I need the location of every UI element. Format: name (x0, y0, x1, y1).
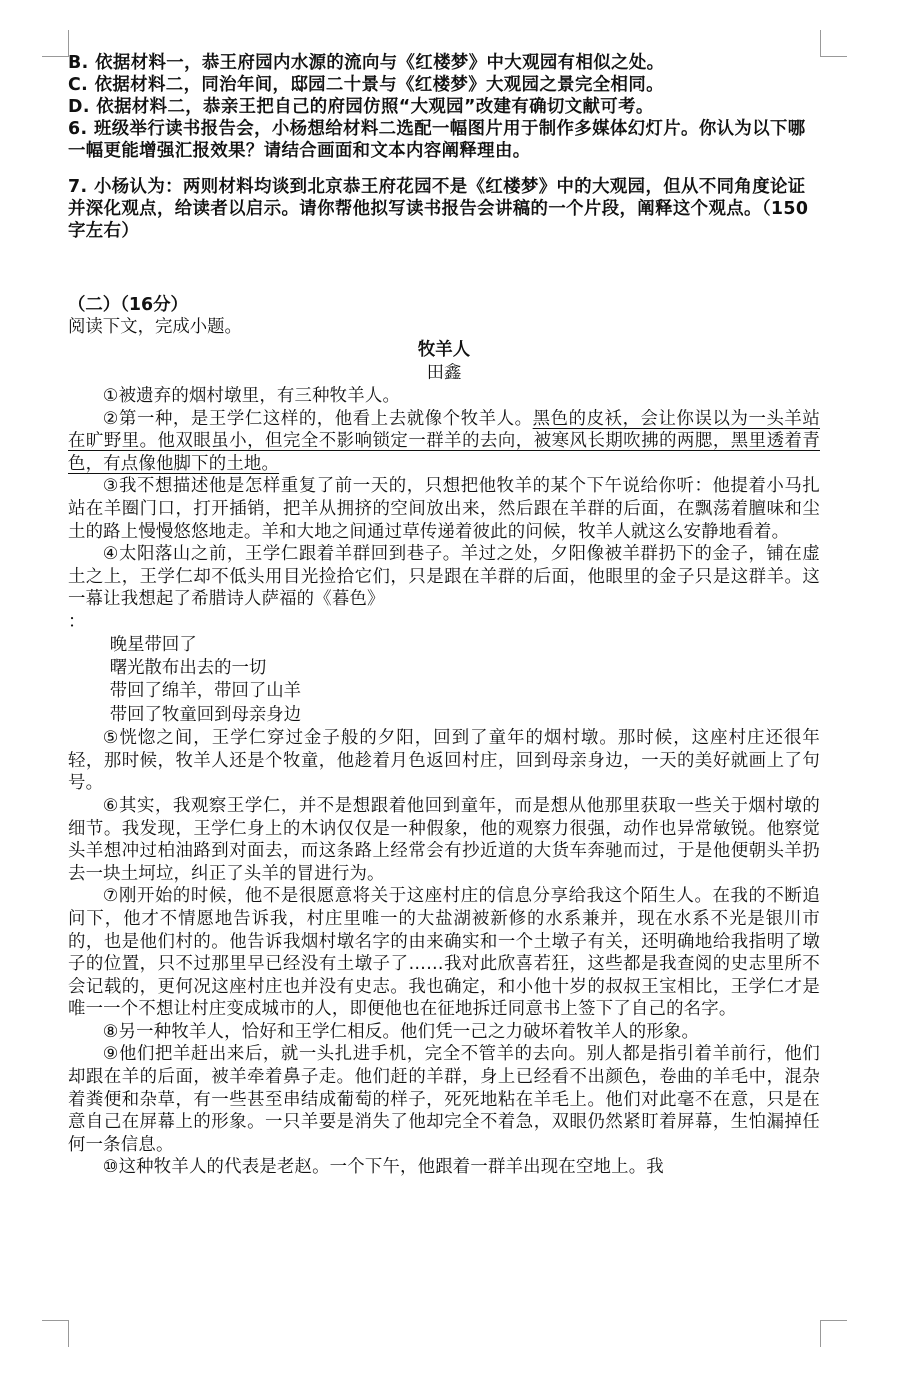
paragraph-4: ④太阳落山之前，王学仁跟着羊群回到巷子。羊过之处，夕阳像被羊群扔下的金子，铺在虚土之上，王学仁却不低头用目光捡拾它们，只是跟在羊群的后面，他眼里的金子只是这群羊。这一幕让我想起了希腊诗人萨福的《暮色》 (68, 544, 820, 610)
article-body-continued (68, 727, 820, 1179)
paragraph-2-plain: ②第一种，是王学仁这样的，他看上去就像个牧羊人。 (102, 408, 533, 429)
question-7: 7. 小杨认为：两则材料均谈到北京恭王府花园不是《红楼梦》中的大观园，但从不同角度论证并深化观点，给读者以启示。请你帮他拟写读书报告会讲稿的一个片段，阐释这个观点。（150字左右） (68, 177, 809, 241)
option-d: D. 依据材料二，恭亲王把自己的府园仿照“大观园”改建有确切文献可考。 (68, 97, 654, 117)
page-content (68, 52, 820, 1179)
paragraph-7: ⑦刚开始的时候，他不是很愿意将关于这座村庄的信息分享给我这个陌生人。在我的不断追问下，他才不情愿地告诉我，村庄里唯一的大盐湖被新修的水系兼并，现在水系不光是银川市的，也是他们村的。他告诉我烟村墩名字的由来确实和一个土墩子有关，还明确地给我指明了墩子的位置，只不过那里早已经没有土墩子了……我对此欣喜若狂，这些都是我查阅的史志里所不会记载的，更何况这座村庄也并没有史志。我也确定，和小他十岁的叔叔王宝相比，王学仁才是唯一一个不想让村庄变成城市的人，即便他也在征地拆迁同意书上签下了自己的名字。 (68, 886, 820, 1020)
paragraph-5: ⑤恍惚之间，王学仁穿过金子般的夕阳，回到了童年的烟村墩。那时候，这座村庄还很年轻，那时候，牧羊人还是个牧童，他趁着月色返回村庄，回到母亲身边，一天的美好就画上了句号。 (68, 728, 820, 794)
paragraph-6: ⑥其实，我观察王学仁，并不是想跟着他回到童年，而是想从他那里获取一些关于烟村墩的细节。我发现，王学仁身上的木讷仅仅是一种假象，他的观察力很强，动作也异常敏锐。他察觉头羊想冲过柏油路到对面去，而这条路上经常会有抄近道的大货车奔驰而过，于是他便朝头羊扔去一块土坷垃，纠正了头羊的冒进行为。 (68, 795, 820, 884)
crop-mark-bottom-left (42, 1320, 69, 1347)
paragraph-10: ⑩这种牧羊人的代表是老赵。一个下午，他跟着一群羊出现在空地上。我 (102, 1157, 664, 1178)
article-body (68, 385, 820, 634)
crop-mark-top-left (42, 30, 69, 57)
poem-line: 带回了牧童回到母亲身边 (109, 704, 302, 725)
questions-block (68, 52, 820, 242)
crop-mark-top-right (820, 30, 847, 57)
paragraph-9: ⑨他们把羊赶出来后，就一头扎进手机，完全不管羊的去向。别人都是指引着羊前行，他们却跟在羊的后面，被羊牵着鼻子走。他们赶的羊群，身上已经看不出颜色，卷曲的羊毛中，混杂着粪便和杂草，有一些甚至串结成葡萄的样子，死死地粘在羊毛上。他们对此毫不在意，只是在意自己在屏幕上的形象。一只羊要是消失了他却完全不着急，双眼仍然紧盯着屏幕，生怕漏掉任何一条信息。 (68, 1044, 820, 1155)
paragraph-3: ③我不想描述他是怎样重复了前一天的，只想把他牧羊的某个下午说给你听：他提着小马扎站在羊圈门口，打开插销，把羊从拥挤的空间放出来，然后跟在羊群的后面，在飘荡着膻味和尘土的路上慢慢悠悠地走。羊和大地之间通过草传递着彼此的问候，牧羊人就这么安静地看着。 (68, 476, 820, 542)
question-6: 6. 班级举行读书报告会，小杨想给材料二选配一幅图片用于制作多媒体幻灯片。你认为以下哪一幅更能增强汇报效果？请结合画面和文本内容阐释理由。 (68, 119, 806, 161)
option-b: B. 依据材料一，恭王府园内水源的流向与《红楼梦》中大观园有相似之处。 (68, 53, 665, 73)
article-title: 牧羊人 (417, 340, 471, 360)
poem-line: 带回了绵羊，带回了山羊 (109, 681, 302, 702)
paragraph-4-colon: ： (68, 611, 86, 632)
paragraph-2-underlined: 黑色的皮袄，会让你误以为一头羊站在旷野里。他双眼虽小，但完全不影响锁定一群羊的去向，被寒风长期吹拂的两腮，黑里透着青色，有点像他脚下的土地。 (68, 408, 820, 474)
paragraph-2 (68, 408, 820, 476)
crop-mark-bottom-right (820, 1320, 847, 1347)
option-c: C. 依据材料二，同治年间，邸园二十景与《红楼梦》大观园之景完全相同。 (68, 75, 664, 95)
poem-line: 晚星带回了 (109, 634, 197, 655)
paragraph-1: ①被遗弃的烟村墩里，有三种牧羊人。 (102, 386, 401, 406)
paragraph-8: ⑧另一种牧羊人，恰好和王学仁相反。他们凭一己之力破坏着牧羊人的形象。 (102, 1021, 700, 1042)
poem-block (68, 634, 820, 728)
article-author: 田鑫 (426, 363, 462, 383)
section-heading: （二）（16分） (68, 295, 188, 315)
section-instruction: 阅读下文，完成小题。 (68, 317, 242, 337)
poem-line: 曙光散布出去的一切 (109, 657, 267, 678)
